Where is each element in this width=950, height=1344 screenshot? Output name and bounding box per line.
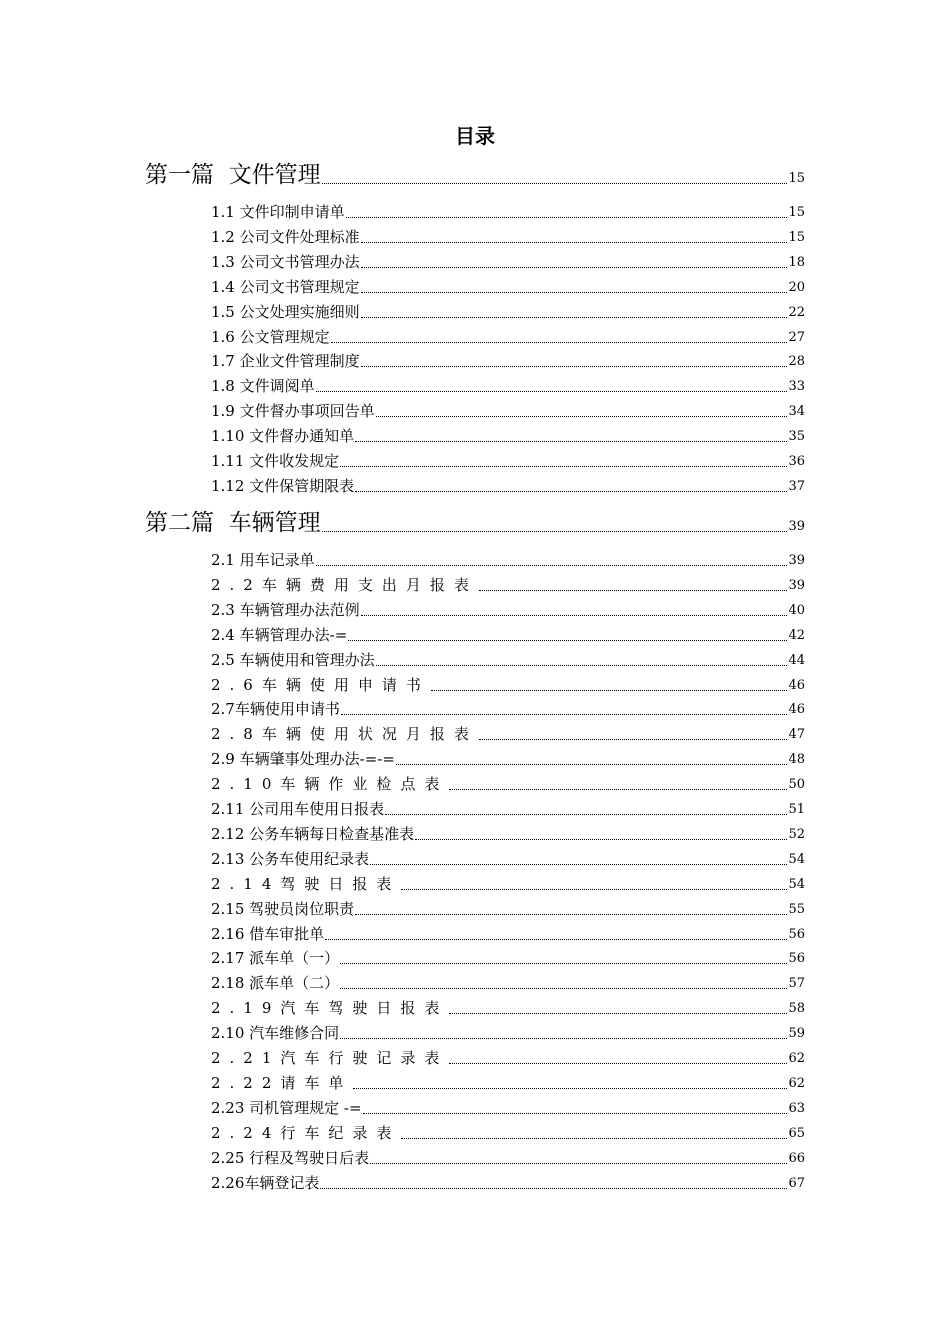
dot-leader [322,183,788,184]
toc-page-number: 47 [788,727,805,743]
toc-entry-label: 2.23 司机管理规定 -= [211,1098,362,1117]
toc-entry-label: 1.5 公文处理实施细则 [211,302,360,321]
dot-leader [479,739,788,740]
toc-entry-row[interactable] [211,847,805,869]
toc-entry-row[interactable] [211,797,805,819]
toc-page-number: 36 [788,454,805,469]
toc-entry-row[interactable] [211,474,805,496]
toc-entry-label: 1.2 公司文件处理标准 [211,227,360,246]
dot-leader [355,914,787,915]
toc-entry-label: 2.8车辆使用状况月报表 [211,725,478,744]
toc-page-number: 67 [788,1175,805,1191]
dot-leader [361,366,788,367]
toc-entry-row[interactable] [211,1096,805,1118]
toc-page-number: 55 [788,901,805,917]
toc-entry-row[interactable] [211,1171,805,1193]
toc-entry-row[interactable] [211,300,805,322]
toc-entry-label: 1.12 文件保管期限表 [211,476,355,495]
toc-entry-row[interactable] [211,349,805,371]
toc-page-number: 34 [788,404,805,420]
toc-entry-label: 2.12 公务车辆每日检查基准表 [211,824,415,843]
toc-entry-label: 2.7车辆使用申请书 [211,700,340,719]
dot-leader [331,342,788,343]
toc-entry-row[interactable] [211,897,805,919]
dot-leader [361,242,788,243]
toc-entry-label: 2.13 公务车使用纪录表 [211,849,370,868]
toc-entry-label: 1.11 文件收发规定 [211,452,340,470]
toc-entry-row[interactable] [211,548,805,570]
toc-entry-row[interactable] [211,424,805,446]
dot-leader [320,1188,787,1189]
dot-leader [340,466,787,467]
dot-leader [363,1113,788,1114]
toc-entry-label: 2.26车辆登记表 [211,1173,320,1192]
toc-page-number: 66 [788,1150,805,1166]
dot-leader [376,665,788,666]
dot-leader [355,441,787,442]
toc-entry-row[interactable] [211,598,805,620]
toc-page-number: 22 [788,304,805,320]
page-title: 目录 [455,124,495,148]
dot-leader [361,317,788,318]
toc-entry-label: 2.5 车辆使用和管理办法 [211,650,375,669]
toc-entry-row[interactable] [211,200,805,222]
toc-page-number: 57 [788,976,805,992]
toc-entry-row[interactable] [211,697,805,719]
dot-leader [415,839,787,840]
toc-entry-label: 1.6 公文管理规定 [211,327,330,346]
dot-leader [431,690,788,691]
toc-entry-label: 2.2车辆费用支出月报表 [211,575,478,594]
toc-entry-label: 2.22请车单 [211,1073,353,1092]
toc-entry-row[interactable] [211,623,805,645]
toc-entry-label: 2.19汽车驾驶日报表 [211,999,449,1018]
dot-leader [325,939,787,940]
toc-page-number: 46 [788,702,805,718]
toc-entry-label: 2.16 借车审批单 [211,924,325,943]
toc-entry-label: 2.25 行程及驾驶日后表 [211,1148,370,1167]
toc-entry-row[interactable] [211,872,805,894]
toc-page-number: 50 [788,777,805,793]
toc-page-number: 46 [788,677,805,693]
toc-part-label: 第二篇 车辆管理 [145,510,321,536]
toc-entry-label: 2.9 车辆肇事处理办法-=-= [211,750,395,769]
toc-page-number: 15 [788,229,805,245]
dot-leader [385,814,787,815]
toc-entry-label: 2.21汽车行驶记录表 [211,1049,449,1067]
toc-entry-label: 2.4 车辆管理办法-= [211,625,348,644]
dot-leader [361,292,788,293]
toc-entry-row[interactable] [211,648,805,670]
toc-page-number: 37 [788,478,805,494]
toc-page-number: 52 [788,826,805,842]
toc-part-label: 第一篇 文件管理 [145,162,321,188]
toc-page-number: 40 [788,602,805,618]
toc-part-row[interactable] [145,508,805,536]
toc-page-number: 35 [788,429,805,445]
toc-entry-row[interactable] [211,399,805,421]
toc-page-number: 39 [788,519,805,534]
toc-entry-row[interactable] [211,971,805,993]
toc-entry-row[interactable] [211,1046,805,1068]
dot-leader [340,1038,787,1039]
toc-entry-label: 2.15 驾驶员岗位职责 [211,899,355,918]
dot-leader [355,491,787,492]
dot-leader [341,714,788,715]
dot-leader [361,615,788,616]
toc-part-row[interactable] [145,160,805,188]
toc-entry-row[interactable] [211,275,805,297]
toc-entry-row[interactable] [211,250,805,272]
toc-entry-row[interactable] [211,1021,805,1043]
toc-page-number: 39 [788,577,805,593]
dot-leader [479,590,788,591]
toc-entry-label: 2.1 用车记录单 [211,551,315,569]
toc-entry-label: 2.11 公司用车使用日报表 [211,800,385,818]
toc-page-number: 56 [788,926,805,942]
toc-entry-row[interactable] [211,996,805,1018]
toc-page-number: 54 [788,851,805,867]
toc-page-number: 15 [788,171,805,186]
toc-entry-row[interactable] [211,822,805,844]
toc-entry-row[interactable] [211,325,805,347]
toc-page-number: 39 [788,553,805,568]
toc-entry-label: 1.7 企业文件管理制度 [211,352,360,371]
toc-entry-label: 1.10 文件督办通知单 [211,427,355,446]
toc-page-number: 44 [788,652,805,668]
toc-entry-row[interactable] [211,449,805,471]
dot-leader [348,640,787,641]
toc-page-number: 54 [788,876,805,892]
toc-entry-row[interactable] [211,225,805,247]
toc-entry-row[interactable] [211,922,805,944]
toc-entry-label: 1.3 公司文书管理办法 [211,252,360,271]
toc-entry-label: 1.9 文件督办事项回告单 [211,402,375,421]
dot-leader [361,267,788,268]
toc-entry-row[interactable] [211,1121,805,1143]
toc-page-number: 18 [788,254,805,270]
toc-entry-label: 1.4 公司文书管理规定 [211,277,360,296]
dot-leader [449,789,787,790]
toc-page-number: 27 [788,329,805,345]
toc-entry-label: 2.14驾驶日报表 [211,874,401,893]
dot-leader [449,1013,787,1014]
dot-leader [449,1063,787,1064]
toc-page-number: 62 [788,1051,805,1066]
dot-leader [353,1088,787,1089]
toc-page-number: 33 [788,379,805,395]
dot-leader [370,1163,787,1164]
toc-entry-row[interactable] [211,1071,805,1093]
toc-entry-label: 1.1 文件印制申请单 [211,203,345,221]
toc-page-number: 59 [788,1026,805,1042]
toc-entry-label: 2.6车辆使用申请书 [211,675,430,694]
dot-leader [316,565,788,566]
toc-entry-label: 2.17 派车单（一） [211,949,340,968]
toc-entry-row[interactable] [211,747,805,769]
toc-entry-label: 2.10 汽车维修合同 [211,1024,340,1043]
toc-page-number: 20 [788,279,805,295]
toc-entry-label: 2.18 派车单（二） [211,974,340,993]
toc-entry-row[interactable] [211,1146,805,1168]
toc-entry-row[interactable] [211,946,805,968]
toc-page-number: 51 [788,802,805,817]
dot-leader [346,217,788,218]
toc-page-number: 15 [788,205,805,220]
toc-page-number: 63 [788,1100,805,1116]
toc-page-number: 48 [788,752,805,768]
toc-page-number: 58 [788,1001,805,1017]
toc-entry-label: 1.8 文件调阅单 [211,377,315,396]
dot-leader [340,988,787,989]
dot-leader [322,531,788,532]
dot-leader [401,1138,787,1139]
toc-entry-label: 2.24行车纪录表 [211,1123,401,1142]
toc-entry-row[interactable] [211,573,805,595]
toc-entry-label: 2.10车辆作业检点表 [211,775,449,794]
dot-leader [316,391,788,392]
toc-entry-label: 2.3 车辆管理办法范例 [211,600,360,619]
toc-page-number: 62 [788,1075,805,1091]
toc-page-number: 65 [788,1125,805,1141]
toc-entry-row[interactable] [211,673,805,695]
toc-page-number: 28 [788,354,805,370]
toc-entry-row[interactable] [211,772,805,794]
dot-leader [401,889,787,890]
toc-entry-row[interactable] [211,722,805,744]
dot-leader [376,416,788,417]
dot-leader [396,764,788,765]
dot-leader [340,963,787,964]
toc-entry-row[interactable] [211,374,805,396]
toc-page-number: 42 [788,627,805,643]
dot-leader [370,864,787,865]
toc-page-number: 56 [788,951,805,967]
